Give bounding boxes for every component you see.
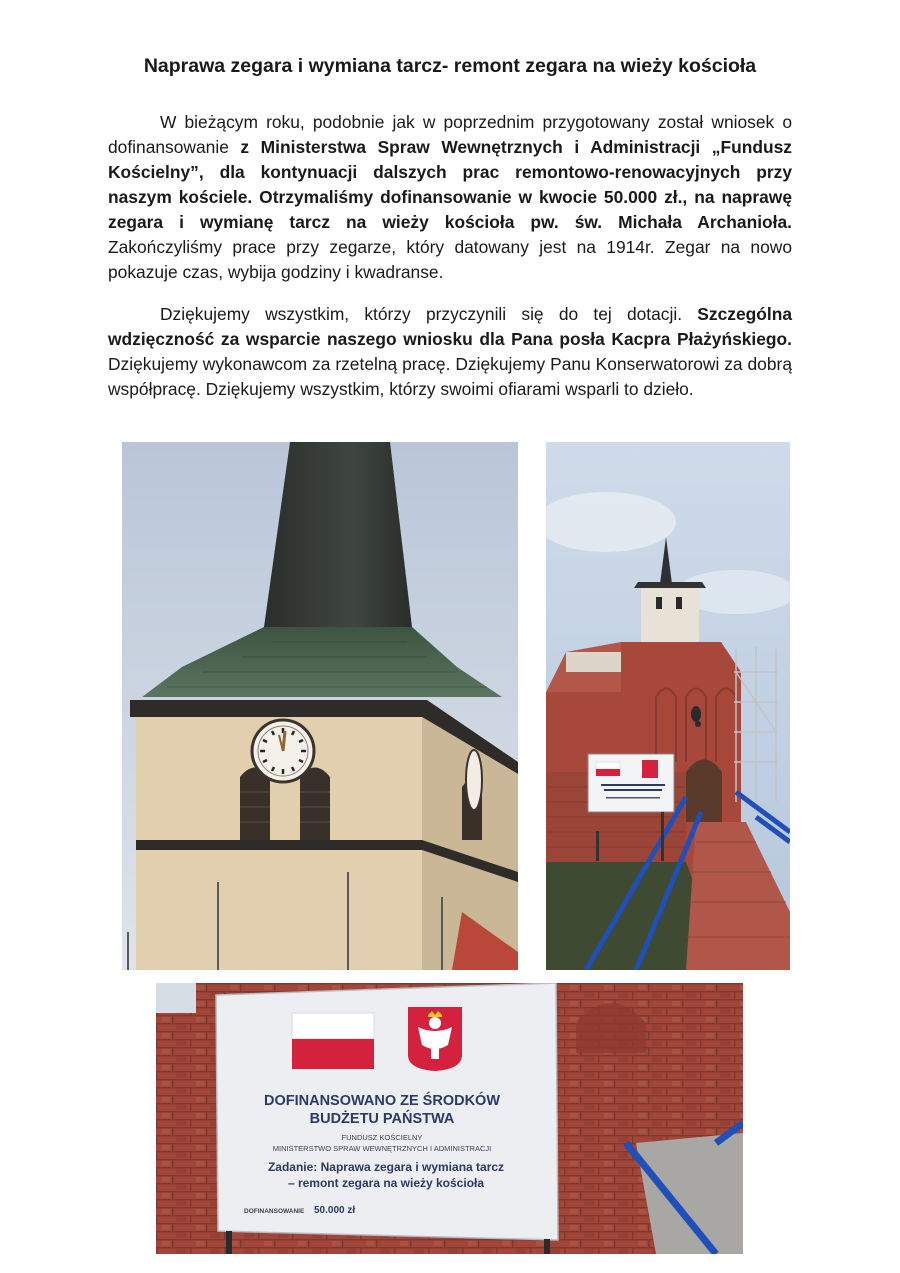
paragraph-thanks-part-2: Szczególna wdzięczność za wsparcie naszego wniosku dla Pana posła Kacpra Płażyńskiego. [108, 304, 792, 349]
sign-ministry: MINISTERSTWO SPRAW WEWNĘTRZNYCH I ADMINISTRACJI [272, 1144, 492, 1153]
sign-heading-line1: DOFINANSOWANO ZE ŚRODKÓW [263, 1093, 501, 1109]
paragraph-intro-part-2: z Ministerstwa Spraw Wewnętrznych i Administracji „Fundusz Kościelny”, dla kontynuacji dalszych prac remontowo-renowacyjnych przy naszym kościele. Otrzymaliśmy dofinansowanie w kwocie 50.000 zł., na naprawę zegara i wymianę tarcz na wieży kościoła pw. św. Michała Archanioła. [108, 137, 792, 232]
sign-amount-value: 50.000 zł [314, 1205, 356, 1216]
sign-amount-label: DOFINANSOWANIE [244, 1208, 305, 1215]
photo-clock-tower [122, 442, 518, 970]
sign-task-line2: – remont zegara na wieży kościoła [287, 1176, 485, 1190]
photo-church-exterior [546, 442, 790, 970]
paragraph-thanks-part-1: Dziękujemy wszystkim, którzy przyczynili się do tej dotacji. [160, 304, 698, 324]
paragraph-thanks-part-3: Dziękujemy wykonawcom za rzetelną pracę. Dziękujemy Panu Konserwatorowi za dobrą współpracę. Dziękujemy wszystkim, którzy swoimi ofiarami wsparli to dzieło. [108, 354, 792, 399]
sign-fund: FUNDUSZ KOŚCIELNY [341, 1133, 423, 1142]
paragraph-thanks [108, 302, 792, 402]
sign-task-line1: Zadanie: Naprawa zegara i wymiana tarcz [267, 1160, 505, 1174]
page-title: Naprawa zegara i wymiana tarcz- remont zegara na wieży kościoła [143, 55, 757, 77]
photo-funding-sign [156, 983, 743, 1254]
paragraph-intro-part-3: Zakończyliśmy prace przy zegarze, który datowany jest na 1914r. Zegar na nowo pokazuje czas, wybija godziny i kwadranse. [108, 237, 792, 282]
sign-heading-line2: BUDŻETU PAŃSTWA [309, 1111, 455, 1127]
paragraph-intro [108, 110, 792, 285]
paragraph-intro-part-1: W bieżącym roku, podobnie jak w poprzednim przygotowany został wniosek o dofinansowanie [108, 112, 792, 157]
